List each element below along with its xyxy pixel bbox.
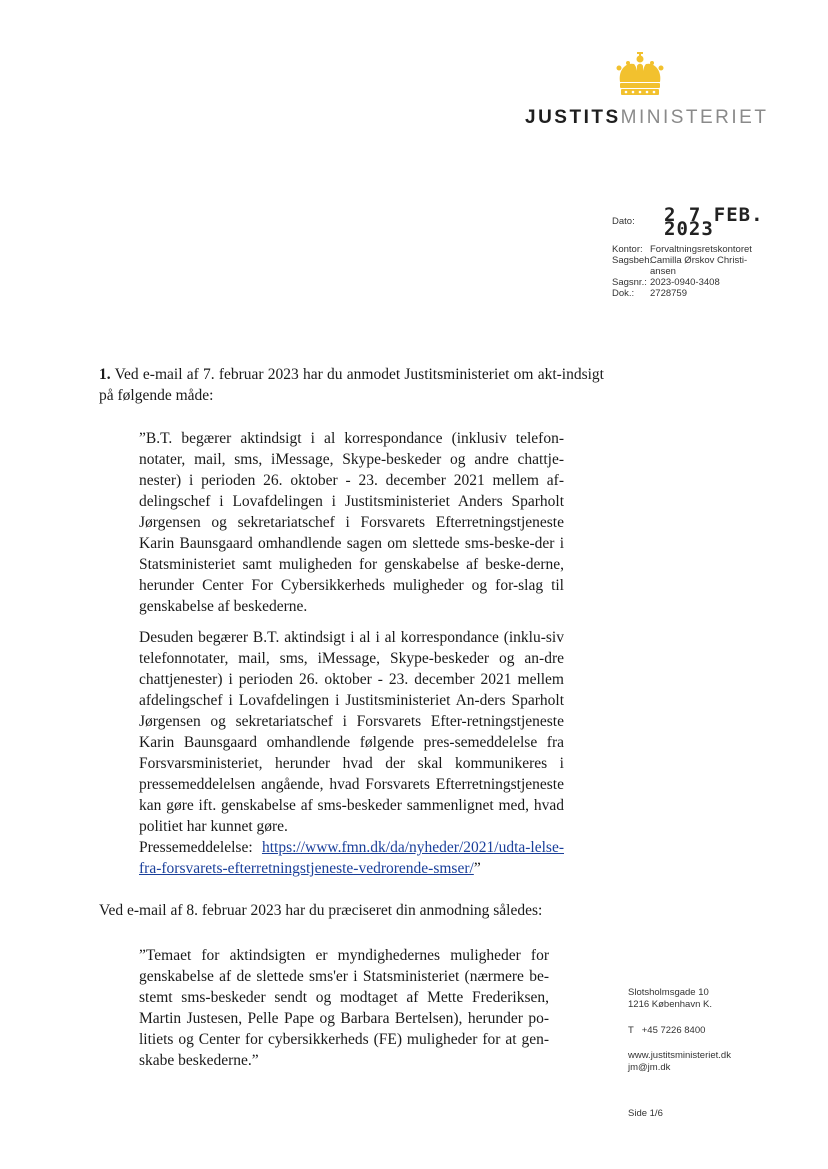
web-block xyxy=(628,1050,731,1074)
paragraph-1 xyxy=(99,364,604,406)
case-value: 2023-0940-3408 xyxy=(650,277,720,288)
quote-2-text: Desuden begærer B.T. aktindsigt i al i al korrespondance (inklu-siv telefonnotater, mail, sms, iMessage, Skype-beskeder og an-dre chattjenester) i perioden 26. oktober - 23. december 2021 mellem afdelingschef i Lovafdelingen i Justitsministeriet An-ders Sparholt Jørgensen og sekretariatschef i Forsvarets Efter-retningstjeneste Karin Baunsgaard omhandlende følgende pres-semeddelelse fra Forsvarsministeriet, herunder hvad der skal kommunikeres i pressemeddelelsen angående, hvad Forsvarets Efterretningstjeneste kan gøre ift. genskabelse af sms-beskeder sammenlignet med, hvad politiet har kunnet gøre. xyxy=(139,629,564,835)
meta-doc-row xyxy=(612,288,790,299)
phone-label: T xyxy=(628,1025,634,1036)
address-street: Slotsholmsgade 10 xyxy=(628,987,709,998)
case-label: Sagsnr.: xyxy=(612,277,647,288)
meta-handler-row xyxy=(612,255,790,266)
office-value: Forvaltningsretskontoret xyxy=(650,244,752,255)
doc-value: 2728759 xyxy=(650,288,687,299)
quote-3: ”Temaet for aktindsigten er myndighedernes muligheder for genskabelse af de slettede sms'er i Statsministeriet (nærmere be-stemt sms-beskeder sendt og modtaget af Mette Frederiksen, Martin Justesen, Pelle Pape og Barbara Bertelsen), herunder po-litiets og Center for cybersikkerheds (FE) muligheder for at gen-skabe beskederne.” xyxy=(139,947,549,1069)
phone-block xyxy=(628,1025,705,1037)
quote-2 xyxy=(139,627,564,879)
page-number: Side 1/6 xyxy=(628,1108,663,1119)
email[interactable]: jm@jm.dk xyxy=(628,1062,671,1073)
doc-label: Dok.: xyxy=(612,288,635,299)
document-meta xyxy=(612,204,790,299)
meta-case-row xyxy=(612,277,790,288)
meta-handler-row-2 xyxy=(612,266,790,277)
meta-date-row xyxy=(612,204,790,244)
paragraph-number: 1. xyxy=(99,366,111,383)
date-label: Dato: xyxy=(612,216,635,227)
quote-2-end: ” xyxy=(473,860,481,877)
date-stamp: 2 7 FEB. 2023 xyxy=(664,204,764,240)
website[interactable]: www.justitsministeriet.dk xyxy=(628,1050,731,1061)
paragraph-1-text: Ved e-mail af 7. februar 2023 har du anmodet Justitsministeriet om akt-indsigt på følgende måde: xyxy=(99,366,604,404)
address-city: 1216 København K. xyxy=(628,999,712,1010)
logo-name-light: MINISTERIET xyxy=(620,107,769,128)
office-label: Kontor: xyxy=(612,244,643,255)
handler-label: Sagsbeh: xyxy=(612,255,653,266)
handler-value-cont: ansen xyxy=(650,266,676,277)
crown-icon xyxy=(612,52,668,100)
ministry-logo-text xyxy=(525,107,768,129)
address-block xyxy=(628,987,712,1011)
paragraph-2: Ved e-mail af 8. februar 2023 har du præciseret din anmodning således: xyxy=(99,902,543,919)
press-label: Pressemeddelelse: xyxy=(139,839,253,856)
phone-number: +45 7226 8400 xyxy=(641,1025,706,1036)
handler-value: Camilla Ørskov Christi- xyxy=(650,255,748,266)
quote-1: ”B.T. begærer aktindsigt i al korrespondance (inklusiv telefon-notater, mail, sms, iMessage, Skype-beskeder og andre chattje-nester) i perioden 26. oktober - 23. december 2021 mellem af-delingschef i Lovafdelingen i Justitsministeriet Anders Sparholt Jørgensen og sekretariatschef i Forsvarets Efterretningstjeneste Karin Baunsgaard omhandlende sagen om slettede sms-beske-der i Statsministeriet samt muligheden for genskabelse af beske-derne, herunder Center For Cybersikkerheds muligheder og for-slag til genskabelse af beskederne. xyxy=(139,430,564,615)
press-release-link[interactable]: https://www.fmn.dk/da/nyheder/2021/udta-lelse-fra-forsvarets-efterretningstjeneste-vedrorende-smser/ xyxy=(139,839,564,877)
meta-office-row xyxy=(612,244,790,255)
logo-name-bold: JUSTITS xyxy=(525,107,621,128)
